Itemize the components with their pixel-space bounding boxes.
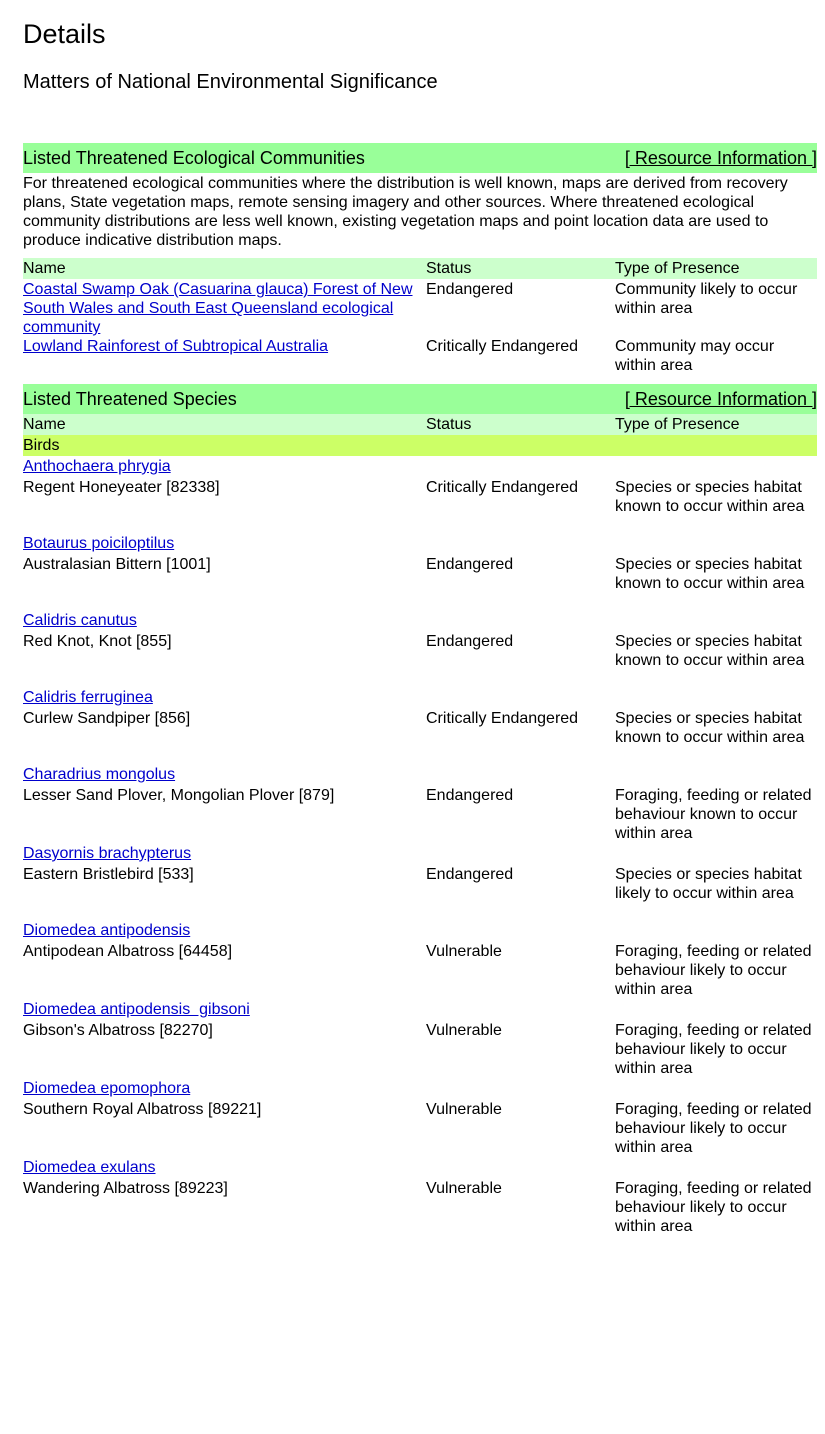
species-scientific-link[interactable]: Charadrius mongolus (23, 766, 176, 783)
species-common-name: Wandering Albatross [89223] (23, 1180, 228, 1197)
species-name-row (23, 1157, 817, 1178)
species-common-name: Red Knot, Knot [855] (23, 633, 172, 650)
species-common-name: Gibson's Albatross [82270] (23, 1022, 213, 1039)
species-name-row (23, 533, 817, 554)
species-name-row (23, 999, 817, 1020)
species-status: Critically Endangered (426, 710, 579, 727)
community-presence: Community likely to occur within area (615, 281, 798, 317)
species-common-name: Southern Royal Albatross [89221] (23, 1101, 262, 1118)
species-common-name: Regent Honeyeater [82338] (23, 479, 220, 496)
species-presence: Foraging, feeding or related behaviour likely to occur within area (615, 943, 812, 998)
species-detail-row (23, 708, 817, 764)
species-status: Vulnerable (426, 1022, 502, 1039)
species-detail-row (23, 941, 817, 999)
species-resource-link[interactable]: [ Resource Information ] (624, 388, 817, 409)
species-table (23, 414, 817, 1236)
species-detail-row (23, 1099, 817, 1157)
column-header-status: Status (426, 258, 615, 279)
communities-column-header (23, 258, 817, 279)
species-detail-row (23, 477, 817, 533)
species-column-header (23, 414, 817, 435)
species-status: Vulnerable (426, 1101, 502, 1118)
community-status: Endangered (426, 281, 514, 298)
species-presence: Foraging, feeding or related behaviour likely to occur within area (615, 1022, 812, 1077)
column-header-name: Name (23, 414, 426, 435)
species-status: Vulnerable (426, 1180, 502, 1197)
species-common-name: Australasian Bittern [1001] (23, 556, 211, 573)
column-header-presence: Type of Presence (615, 414, 817, 435)
species-name-row (23, 920, 817, 941)
species-common-name: Curlew Sandpiper [856] (23, 710, 191, 727)
community-row (23, 337, 817, 375)
species-name-row (23, 456, 817, 477)
species-name-row (23, 843, 817, 864)
communities-section-header (23, 143, 817, 173)
species-presence: Foraging, feeding or related behaviour likely to occur within area (615, 1180, 812, 1235)
species-presence: Species or species habitat known to occur within area (615, 633, 805, 669)
species-common-name: Eastern Bristlebird [533] (23, 866, 194, 883)
species-presence: Foraging, feeding or related behaviour likely to occur within area (615, 1101, 812, 1156)
species-status: Critically Endangered (426, 479, 579, 496)
column-header-status: Status (426, 414, 615, 435)
species-scientific-link[interactable]: Botaurus poiciloptilus (23, 535, 175, 552)
report-page (23, 0, 817, 1236)
species-heading: Listed Threatened Species (23, 388, 237, 409)
species-status: Endangered (426, 787, 514, 804)
species-scientific-link[interactable]: Diomedea epomophora (23, 1080, 191, 1097)
species-status: Endangered (426, 556, 514, 573)
species-scientific-link[interactable]: Diomedea exulans (23, 1159, 156, 1176)
communities-table (23, 258, 817, 375)
community-row (23, 279, 817, 337)
species-scientific-link[interactable]: Anthochaera phrygia (23, 458, 171, 475)
species-status: Endangered (426, 866, 514, 883)
species-name-row (23, 764, 817, 785)
community-name-link[interactable]: Coastal Swamp Oak (Casuarina glauca) Forest of New South Wales and South East Queensland ecological community (23, 281, 413, 336)
species-detail-row (23, 631, 817, 687)
species-common-name: Antipodean Albatross [64458] (23, 943, 233, 960)
species-presence: Foraging, feeding or related behaviour known to occur within area (615, 787, 812, 842)
species-scientific-link[interactable]: Diomedea antipodensis (23, 922, 191, 939)
community-presence: Community may occur within area (615, 338, 775, 374)
species-detail-row (23, 864, 817, 920)
species-presence: Species or species habitat known to occur within area (615, 710, 805, 746)
communities-heading: Listed Threatened Ecological Communities (23, 147, 365, 168)
species-scientific-link[interactable]: Dasyornis brachypterus (23, 845, 192, 862)
column-header-presence: Type of Presence (615, 258, 817, 279)
species-detail-row (23, 554, 817, 610)
community-name-link[interactable]: Lowland Rainforest of Subtropical Australia (23, 338, 329, 355)
communities-intro: For threatened ecological communities where the distribution is well known, maps are derived from recovery plans, State vegetation maps, remote sensing imagery and other sources. Where threatened ecological community distributions are less well known, existing vegetation maps and point location data are used to produce indicative distribution maps. (23, 175, 788, 249)
species-name-row (23, 687, 817, 708)
column-header-name: Name (23, 258, 426, 279)
species-status: Vulnerable (426, 943, 502, 960)
species-name-row (23, 1078, 817, 1099)
species-section-header (23, 384, 817, 414)
species-presence: Species or species habitat likely to occur within area (615, 866, 802, 902)
species-presence: Species or species habitat known to occur within area (615, 479, 805, 515)
species-scientific-link[interactable]: Diomedea antipodensis gibsoni (23, 1001, 250, 1018)
species-common-name: Lesser Sand Plover, Mongolian Plover [879] (23, 787, 335, 804)
communities-resource-link[interactable]: [ Resource Information ] (624, 147, 817, 168)
species-scientific-link[interactable]: Calidris ferruginea (23, 689, 153, 706)
species-name-row (23, 610, 817, 631)
species-detail-row (23, 1178, 817, 1236)
species-scientific-link[interactable]: Calidris canutus (23, 612, 137, 629)
species-status: Endangered (426, 633, 514, 650)
community-status: Critically Endangered (426, 338, 579, 355)
species-group-row (23, 435, 817, 456)
species-detail-row (23, 1020, 817, 1078)
species-presence: Species or species habitat known to occur within area (615, 556, 805, 592)
species-group-label: Birds (23, 435, 817, 456)
species-detail-row (23, 785, 817, 843)
page-title: Details (23, 19, 106, 49)
page-subtitle: Matters of National Environmental Significance (23, 71, 438, 93)
